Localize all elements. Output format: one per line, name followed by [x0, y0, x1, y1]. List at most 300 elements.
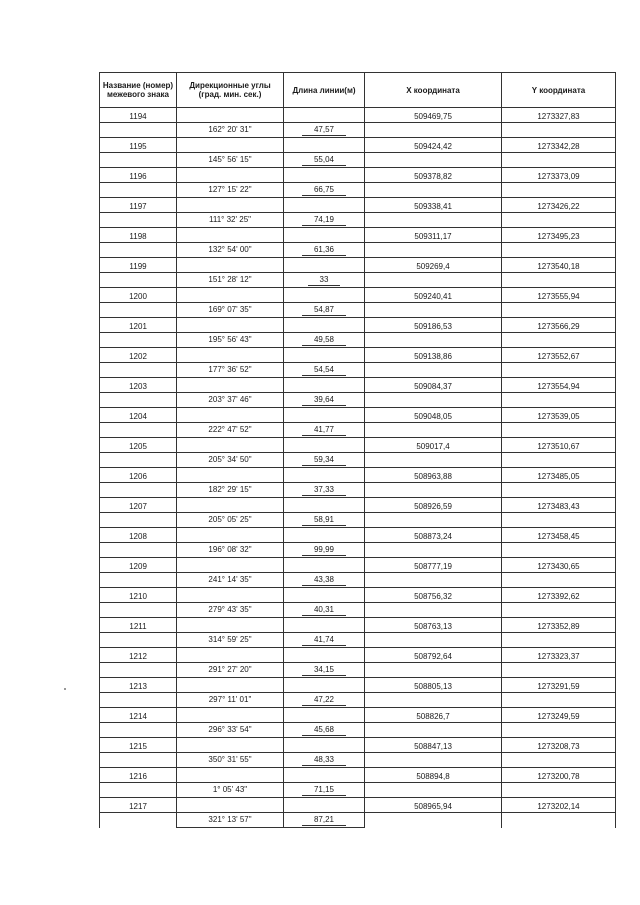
direction-angle: 182° 29' 15": [177, 483, 284, 498]
length-cell-empty: [284, 618, 365, 633]
line-length: [284, 663, 365, 678]
line-length: [284, 543, 365, 558]
line-length: [284, 783, 365, 798]
point-number: 1199: [100, 258, 177, 273]
point-number: 1216: [100, 768, 177, 783]
direction-angle: 291° 27' 20": [177, 663, 284, 678]
direction-angle: 1° 05' 43": [177, 783, 284, 798]
y-coordinate: 1273458,45: [502, 528, 616, 543]
table-row: [100, 633, 616, 648]
line-length-value: 49,58: [302, 335, 346, 346]
point-number: 1213: [100, 678, 177, 693]
point-number: 1209: [100, 558, 177, 573]
x-coordinate: 509269,4: [365, 258, 502, 273]
x-coordinate: 508763,13: [365, 618, 502, 633]
point-number: 1198: [100, 228, 177, 243]
line-length: [284, 453, 365, 468]
line-length-value: 37,33: [302, 485, 346, 496]
y-coordinate: 1273291,59: [502, 678, 616, 693]
length-cell-empty: [284, 528, 365, 543]
header-line-length: Длина линии(м): [284, 73, 365, 108]
length-cell-empty: [284, 288, 365, 303]
x-cell-empty: [365, 243, 502, 258]
point-number: 1210: [100, 588, 177, 603]
line-length-value: 87,21: [302, 815, 346, 826]
point-cell-empty: [100, 543, 177, 558]
table-row: [100, 108, 616, 123]
x-coordinate: 508926,59: [365, 498, 502, 513]
x-cell-empty: [365, 753, 502, 768]
table-row: [100, 783, 616, 798]
table-row: [100, 438, 616, 453]
x-cell-empty: [365, 513, 502, 528]
direction-angle: 132° 54' 00": [177, 243, 284, 258]
line-length: [284, 183, 365, 198]
direction-angle: 314° 59' 25": [177, 633, 284, 648]
table-row: [100, 648, 616, 663]
line-length-value: 48,33: [302, 755, 346, 766]
table-body: [100, 108, 616, 828]
y-coordinate: 1273323,37: [502, 648, 616, 663]
point-number: 1214: [100, 708, 177, 723]
direction-angle: 127° 15' 22": [177, 183, 284, 198]
point-cell-empty: [100, 423, 177, 438]
point-number: 1217: [100, 798, 177, 813]
direction-angle: 169° 07' 35": [177, 303, 284, 318]
x-cell-empty: [365, 573, 502, 588]
y-coordinate: 1273566,29: [502, 318, 616, 333]
x-cell-empty: [365, 393, 502, 408]
y-coordinate: 1273483,43: [502, 498, 616, 513]
point-number: 1203: [100, 378, 177, 393]
table-row: [100, 618, 616, 633]
y-coordinate: 1273373,09: [502, 168, 616, 183]
direction-angle: 205° 05' 25": [177, 513, 284, 528]
y-cell-empty: [502, 423, 616, 438]
y-cell-empty: [502, 813, 616, 828]
y-cell-empty: [502, 483, 616, 498]
length-cell-empty: [284, 468, 365, 483]
y-coordinate: 1273249,59: [502, 708, 616, 723]
point-cell-empty: [100, 813, 177, 828]
angle-cell-empty: [177, 138, 284, 153]
direction-angle: 222° 47' 52": [177, 423, 284, 438]
angle-cell-empty: [177, 258, 284, 273]
x-cell-empty: [365, 423, 502, 438]
y-cell-empty: [502, 453, 616, 468]
line-length: [284, 423, 365, 438]
table-row: [100, 213, 616, 228]
y-coordinate: 1273392,62: [502, 588, 616, 603]
line-length-value: 54,87: [302, 305, 346, 316]
angle-cell-empty: [177, 738, 284, 753]
table-row: [100, 258, 616, 273]
line-length: [284, 273, 365, 288]
x-cell-empty: [365, 543, 502, 558]
x-coordinate: 508826,7: [365, 708, 502, 723]
table-row: [100, 303, 616, 318]
angle-cell-empty: [177, 378, 284, 393]
line-length: [284, 213, 365, 228]
line-length-value: 41,74: [302, 635, 346, 646]
line-length-value: 39,64: [302, 395, 346, 406]
table-row: [100, 573, 616, 588]
table-row: [100, 378, 616, 393]
table-row: [100, 288, 616, 303]
x-coordinate: 509240,41: [365, 288, 502, 303]
angle-cell-empty: [177, 198, 284, 213]
line-length-value: 74,19: [302, 215, 346, 226]
y-coordinate: 1273202,14: [502, 798, 616, 813]
point-cell-empty: [100, 183, 177, 198]
table-row: [100, 273, 616, 288]
table-row: [100, 138, 616, 153]
y-coordinate: 1273540,18: [502, 258, 616, 273]
direction-angle: 296° 33' 54": [177, 723, 284, 738]
angle-cell-empty: [177, 408, 284, 423]
x-cell-empty: [365, 213, 502, 228]
header-direction-angle: Дирекционные углы (град. мин. сек.): [177, 73, 284, 108]
point-number: 1194: [100, 108, 177, 123]
x-cell-empty: [365, 663, 502, 678]
point-cell-empty: [100, 663, 177, 678]
direction-angle: 145° 56' 15": [177, 153, 284, 168]
point-number: 1212: [100, 648, 177, 663]
table-row: [100, 513, 616, 528]
line-length-value: 99,99: [302, 545, 346, 556]
angle-cell-empty: [177, 648, 284, 663]
table-row: [100, 243, 616, 258]
angle-cell-empty: [177, 108, 284, 123]
x-coordinate: 509138,86: [365, 348, 502, 363]
direction-angle: 241° 14' 35": [177, 573, 284, 588]
line-length-value: 58,91: [302, 515, 346, 526]
x-coordinate: 509338,41: [365, 198, 502, 213]
point-cell-empty: [100, 273, 177, 288]
table-row: [100, 348, 616, 363]
angle-cell-empty: [177, 618, 284, 633]
line-length: [284, 693, 365, 708]
table-header-row: [100, 73, 616, 108]
length-cell-empty: [284, 318, 365, 333]
line-length: [284, 333, 365, 348]
y-cell-empty: [502, 573, 616, 588]
point-cell-empty: [100, 333, 177, 348]
y-coordinate: 1273554,94: [502, 378, 616, 393]
y-cell-empty: [502, 663, 616, 678]
angle-cell-empty: [177, 528, 284, 543]
point-cell-empty: [100, 573, 177, 588]
direction-angle: 203° 37' 46": [177, 393, 284, 408]
table-row: [100, 153, 616, 168]
angle-cell-empty: [177, 318, 284, 333]
angle-cell-empty: [177, 708, 284, 723]
table-row: [100, 423, 616, 438]
x-coordinate: 509186,53: [365, 318, 502, 333]
point-cell-empty: [100, 603, 177, 618]
y-cell-empty: [502, 243, 616, 258]
x-coordinate: 508894,8: [365, 768, 502, 783]
line-length: [284, 813, 365, 828]
y-cell-empty: [502, 303, 616, 318]
length-cell-empty: [284, 498, 365, 513]
line-length: [284, 153, 365, 168]
y-cell-empty: [502, 333, 616, 348]
header-x-coordinate: X координата: [365, 73, 502, 108]
line-length-value: 47,22: [302, 695, 346, 706]
x-coordinate: 508847,13: [365, 738, 502, 753]
table-row: [100, 318, 616, 333]
table-row: [100, 228, 616, 243]
length-cell-empty: [284, 168, 365, 183]
length-cell-empty: [284, 708, 365, 723]
x-cell-empty: [365, 783, 502, 798]
x-coordinate: 508756,32: [365, 588, 502, 603]
length-cell-empty: [284, 588, 365, 603]
point-cell-empty: [100, 453, 177, 468]
table-row: [100, 393, 616, 408]
line-length: [284, 633, 365, 648]
length-cell-empty: [284, 678, 365, 693]
line-length: [284, 573, 365, 588]
line-length-value: 45,68: [302, 725, 346, 736]
length-cell-empty: [284, 558, 365, 573]
angle-cell-empty: [177, 588, 284, 603]
x-cell-empty: [365, 153, 502, 168]
y-cell-empty: [502, 603, 616, 618]
x-coordinate: 508777,19: [365, 558, 502, 573]
x-coordinate: 509424,42: [365, 138, 502, 153]
point-number: 1205: [100, 438, 177, 453]
x-coordinate: 508805,13: [365, 678, 502, 693]
x-cell-empty: [365, 483, 502, 498]
point-cell-empty: [100, 753, 177, 768]
angle-cell-empty: [177, 168, 284, 183]
header-y-coordinate: Y координата: [502, 73, 616, 108]
table-row: [100, 813, 616, 828]
point-number: 1195: [100, 138, 177, 153]
point-cell-empty: [100, 213, 177, 228]
y-cell-empty: [502, 153, 616, 168]
x-cell-empty: [365, 303, 502, 318]
line-length-value: 41,77: [302, 425, 346, 436]
point-number: 1206: [100, 468, 177, 483]
x-coordinate: 508963,88: [365, 468, 502, 483]
table-row: [100, 723, 616, 738]
y-coordinate: 1273430,65: [502, 558, 616, 573]
x-coordinate: 508873,24: [365, 528, 502, 543]
x-coordinate: 508965,94: [365, 798, 502, 813]
table-row: [100, 753, 616, 768]
x-cell-empty: [365, 273, 502, 288]
direction-angle: 111° 32' 25": [177, 213, 284, 228]
x-coordinate: 509048,05: [365, 408, 502, 423]
length-cell-empty: [284, 108, 365, 123]
table-row: [100, 528, 616, 543]
x-cell-empty: [365, 723, 502, 738]
y-cell-empty: [502, 633, 616, 648]
table-row: [100, 168, 616, 183]
table-row: [100, 693, 616, 708]
point-number: 1208: [100, 528, 177, 543]
line-length-value: 55,04: [302, 155, 346, 166]
direction-angle: 321° 13' 57": [177, 813, 284, 828]
point-cell-empty: [100, 123, 177, 138]
point-cell-empty: [100, 723, 177, 738]
direction-angle: 177° 36' 52": [177, 363, 284, 378]
line-length-value: 40,31: [302, 605, 346, 616]
y-cell-empty: [502, 693, 616, 708]
length-cell-empty: [284, 768, 365, 783]
angle-cell-empty: [177, 468, 284, 483]
point-cell-empty: [100, 693, 177, 708]
header-point-name: Название (номер) межевого знака: [100, 73, 177, 108]
y-coordinate: 1273485,05: [502, 468, 616, 483]
table-row: [100, 543, 616, 558]
table-row: [100, 663, 616, 678]
direction-angle: 279° 43' 35": [177, 603, 284, 618]
direction-angle: 196° 08' 32": [177, 543, 284, 558]
line-length-value: 34,15: [302, 665, 346, 676]
line-length: [284, 513, 365, 528]
line-length: [284, 483, 365, 498]
scan-speck: [64, 688, 66, 690]
direction-angle: 205° 34' 50": [177, 453, 284, 468]
table-row: [100, 768, 616, 783]
line-length-value: 59,34: [302, 455, 346, 466]
table-row: [100, 798, 616, 813]
angle-cell-empty: [177, 348, 284, 363]
angle-cell-empty: [177, 228, 284, 243]
line-length: [284, 243, 365, 258]
point-cell-empty: [100, 483, 177, 498]
length-cell-empty: [284, 258, 365, 273]
y-coordinate: 1273510,67: [502, 438, 616, 453]
direction-angle: 151° 28' 12": [177, 273, 284, 288]
table-row: [100, 603, 616, 618]
point-number: 1202: [100, 348, 177, 363]
x-coordinate: 509084,37: [365, 378, 502, 393]
line-length: [284, 303, 365, 318]
x-coordinate: 508792,64: [365, 648, 502, 663]
line-length-value: 61,36: [302, 245, 346, 256]
line-length: [284, 753, 365, 768]
y-coordinate: 1273552,67: [502, 348, 616, 363]
length-cell-empty: [284, 198, 365, 213]
table-row: [100, 183, 616, 198]
y-cell-empty: [502, 273, 616, 288]
y-coordinate: 1273327,83: [502, 108, 616, 123]
table-row: [100, 678, 616, 693]
table-row: [100, 468, 616, 483]
angle-cell-empty: [177, 678, 284, 693]
point-cell-empty: [100, 783, 177, 798]
point-cell-empty: [100, 153, 177, 168]
point-cell-empty: [100, 303, 177, 318]
line-length-value: 54,54: [302, 365, 346, 376]
y-coordinate: 1273555,94: [502, 288, 616, 303]
line-length: [284, 363, 365, 378]
table-row: [100, 498, 616, 513]
x-coordinate: 509469,75: [365, 108, 502, 123]
table-row: [100, 483, 616, 498]
length-cell-empty: [284, 438, 365, 453]
point-number: 1215: [100, 738, 177, 753]
line-length-value: 71,15: [302, 785, 346, 796]
length-cell-empty: [284, 348, 365, 363]
table-row: [100, 558, 616, 573]
y-cell-empty: [502, 213, 616, 228]
y-cell-empty: [502, 513, 616, 528]
table-row: [100, 453, 616, 468]
point-number: 1204: [100, 408, 177, 423]
y-coordinate: 1273495,23: [502, 228, 616, 243]
angle-cell-empty: [177, 798, 284, 813]
point-number: 1201: [100, 318, 177, 333]
x-cell-empty: [365, 453, 502, 468]
direction-angle: 350° 31' 55": [177, 753, 284, 768]
x-cell-empty: [365, 333, 502, 348]
angle-cell-empty: [177, 558, 284, 573]
y-cell-empty: [502, 543, 616, 558]
y-coordinate: 1273208,73: [502, 738, 616, 753]
line-length-value: 66,75: [302, 185, 346, 196]
point-number: 1207: [100, 498, 177, 513]
y-cell-empty: [502, 723, 616, 738]
y-coordinate: 1273342,28: [502, 138, 616, 153]
point-number: 1196: [100, 168, 177, 183]
table-row: [100, 363, 616, 378]
table-row: [100, 738, 616, 753]
point-number: 1197: [100, 198, 177, 213]
length-cell-empty: [284, 138, 365, 153]
line-length-value: 33: [308, 275, 341, 286]
table-row: [100, 408, 616, 423]
point-cell-empty: [100, 633, 177, 648]
table-row: [100, 123, 616, 138]
x-cell-empty: [365, 363, 502, 378]
length-cell-empty: [284, 738, 365, 753]
direction-angle: 297° 11' 01": [177, 693, 284, 708]
point-cell-empty: [100, 393, 177, 408]
y-coordinate: 1273426,22: [502, 198, 616, 213]
x-coordinate: 509378,82: [365, 168, 502, 183]
x-cell-empty: [365, 633, 502, 648]
x-cell-empty: [365, 183, 502, 198]
angle-cell-empty: [177, 288, 284, 303]
point-number: 1200: [100, 288, 177, 303]
x-cell-empty: [365, 123, 502, 138]
angle-cell-empty: [177, 768, 284, 783]
length-cell-empty: [284, 378, 365, 393]
point-cell-empty: [100, 363, 177, 378]
line-length-value: 43,38: [302, 575, 346, 586]
length-cell-empty: [284, 408, 365, 423]
line-length: [284, 123, 365, 138]
direction-angle: 162° 20' 31": [177, 123, 284, 138]
table-row: [100, 198, 616, 213]
y-coordinate: 1273200,78: [502, 768, 616, 783]
y-cell-empty: [502, 183, 616, 198]
length-cell-empty: [284, 648, 365, 663]
line-length: [284, 603, 365, 618]
length-cell-empty: [284, 798, 365, 813]
line-length-value: 47,57: [302, 125, 346, 136]
y-cell-empty: [502, 363, 616, 378]
y-coordinate: 1273539,05: [502, 408, 616, 423]
length-cell-empty: [284, 228, 365, 243]
angle-cell-empty: [177, 498, 284, 513]
